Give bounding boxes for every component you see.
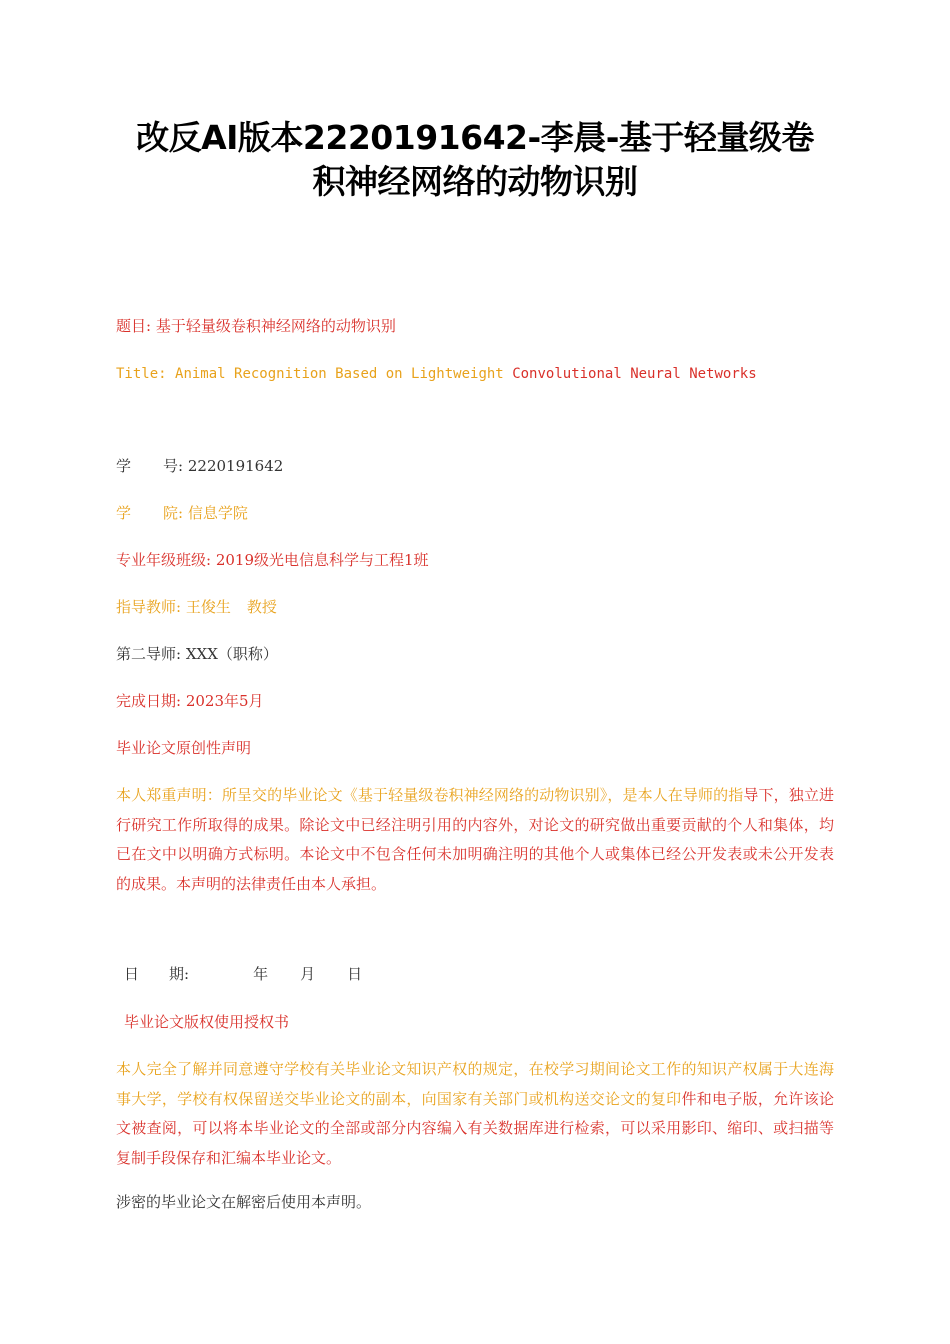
college-label-b: 院:	[163, 504, 184, 522]
title-line-1: 改反AI版本2220191642-李晨-基于轻量级卷	[136, 118, 814, 157]
copyright-statement	[116, 1055, 834, 1173]
english-title-line	[116, 364, 757, 384]
english-title-part1: Animal Recognition Based on Lightweight	[175, 366, 504, 382]
second-advisor-line	[116, 644, 278, 664]
advisor-line	[116, 597, 277, 617]
originality-statement-part1: 本人郑重声明：所呈交的毕业论文《基于轻量级卷积神经网络的动物识别》，是本人在导师的指	[116, 786, 744, 804]
college-line	[116, 503, 248, 523]
student-id-label-a: 学	[116, 457, 132, 475]
date-label-a: 日	[124, 965, 140, 983]
date-year: 年	[253, 965, 269, 983]
topic-line	[116, 316, 396, 336]
advisor-value: 王俊生	[185, 598, 231, 616]
student-id-label-b: 号:	[163, 457, 184, 475]
date-month: 月	[300, 965, 316, 983]
originality-heading: 毕业论文原创性声明	[116, 739, 252, 757]
advisor-title: 教授	[246, 598, 277, 616]
student-id-value: 2220191642	[187, 457, 284, 475]
originality-statement	[116, 781, 834, 899]
signature-date-line	[124, 964, 362, 984]
confidential-note: 涉密的毕业论文在解密后使用本声明。	[116, 1193, 372, 1211]
finish-date-label: 完成日期:	[116, 692, 182, 710]
document-title	[60, 116, 890, 204]
copyright-heading: 毕业论文版权使用授权书	[124, 1013, 290, 1031]
copyright-statement-part2: 件和电子版，允许该论文被查阅，可以将本毕业论文的全部或部分内容编入有关数据库进行检索，可以采用影印、缩印、或扫描等复制手段保存和汇编本毕业论文。	[116, 1089, 834, 1167]
finish-date-line	[116, 691, 264, 711]
originality-statement-part2: 导下，独立进行研究工作所取得的成果。除论文中已经注明引用的内容外，对论文的研究做出重要贡献的个人和集体，均已在文中以明确方式标明。本论文中不包含任何未加明确注明的其他个人或集体已经公开发表或未公开发表的成果。本声明的法律责任由本人承担。	[116, 786, 834, 893]
topic-value: 基于轻量级卷积神经网络的动物识别	[155, 317, 396, 335]
major-class-label: 专业年级班级:	[116, 551, 212, 569]
second-advisor-value: XXX（职称）	[185, 645, 278, 663]
student-id-line	[116, 456, 283, 476]
english-title-part2: Convolutional Neural Networks	[512, 366, 757, 382]
college-label-a: 学	[116, 504, 132, 522]
major-class-line	[116, 550, 429, 570]
date-day: 日	[347, 965, 363, 983]
major-class-value: 2019级光电信息科学与工程1班	[215, 551, 429, 569]
finish-date-value: 2023年5月	[185, 692, 264, 710]
copyright-statement-part1: 本人完全了解并同意遵守学校有关毕业论文知识产权的规定，在校学习期间论文工作的知识产权属于大连海事大学，学校有权保留送交毕业论文的副本，向国家有关部门或机构送交论文的复印	[116, 1060, 834, 1108]
date-label-b: 期:	[169, 965, 190, 983]
college-value: 信息学院	[187, 504, 248, 522]
english-title-label: Title:	[116, 366, 167, 382]
advisor-label: 指导教师:	[116, 598, 182, 616]
second-advisor-label: 第二导师:	[116, 645, 182, 663]
title-line-2: 积神经网络的动物识别	[312, 162, 638, 201]
topic-label: 题目:	[116, 317, 152, 335]
